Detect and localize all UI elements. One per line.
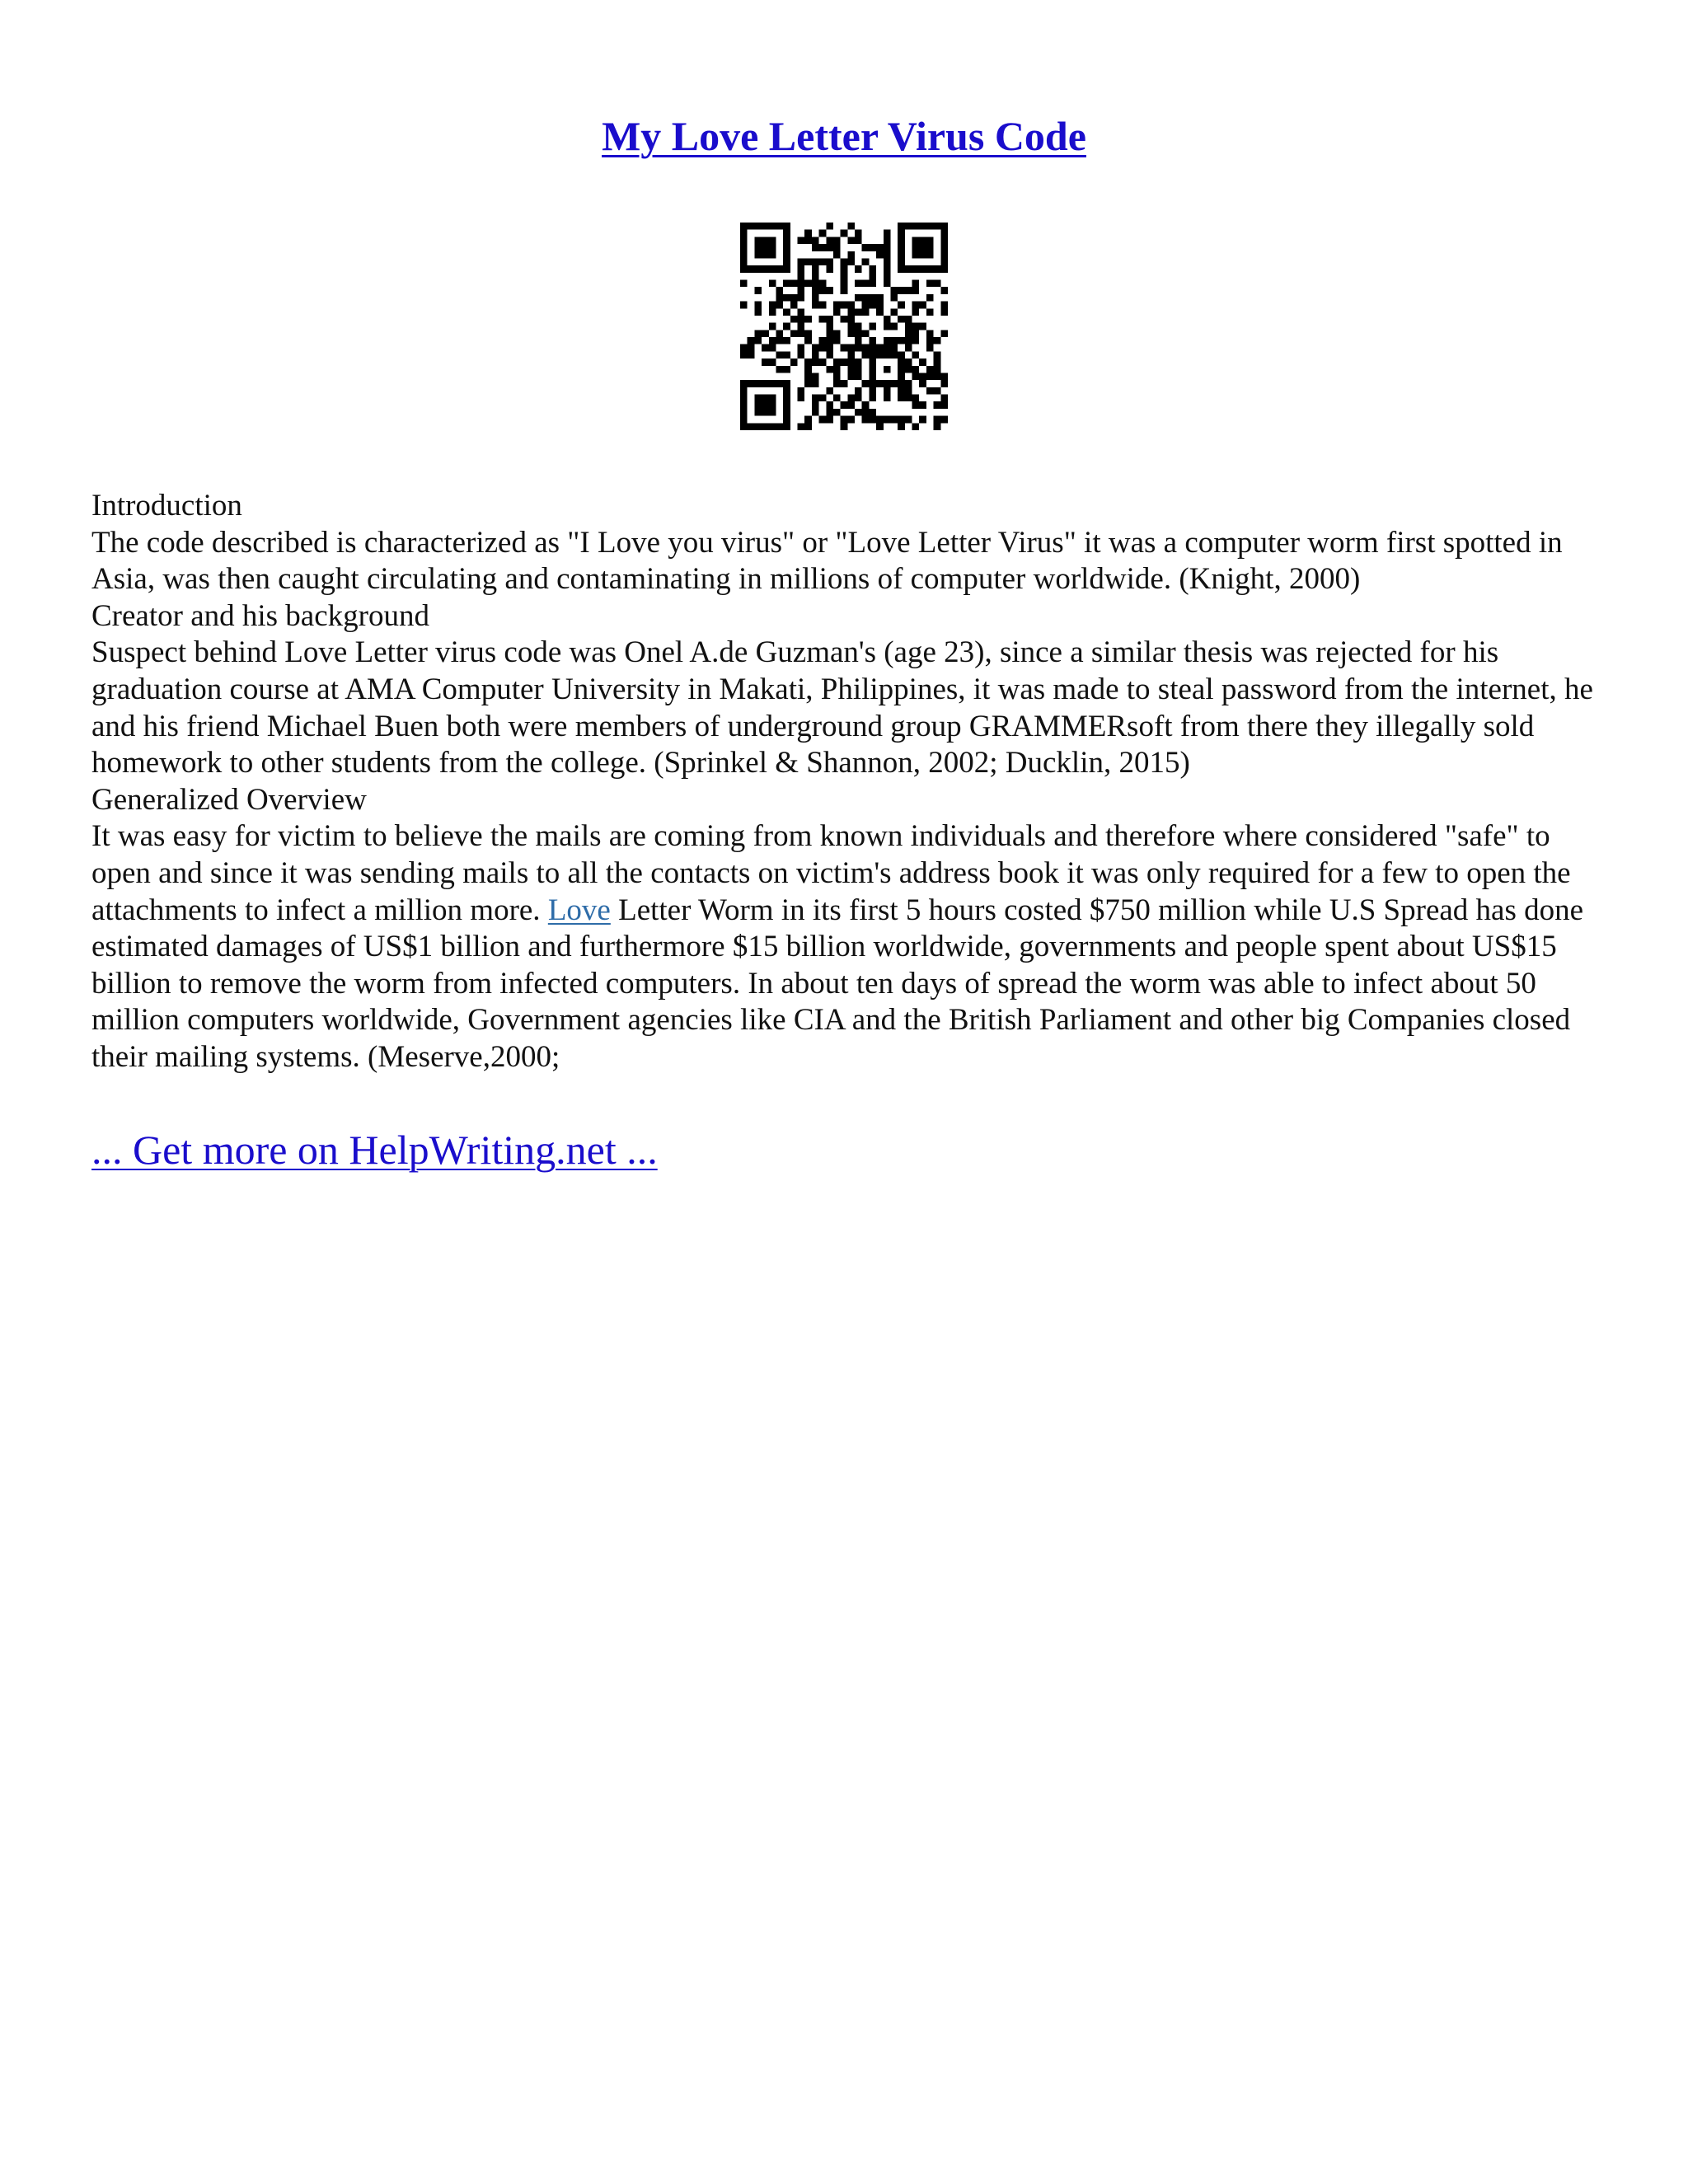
qr-code-icon [740, 223, 948, 430]
overview-heading: Generalized Overview [91, 782, 367, 817]
overview-text-before: It was easy for victim to believe the mails are coming from known individuals and therefore where considered "safe" to open and since it was sending mails to all the contacts on victim's address book it was only required for a few to open the attachments to infect a million more. [91, 819, 1571, 927]
page-title [0, 107, 1688, 165]
overview-paragraph [91, 818, 1600, 1076]
title-link[interactable]: My Love Letter Virus Code [602, 113, 1086, 159]
love-inline-link[interactable]: Love [547, 893, 611, 927]
more-link-container [91, 1122, 658, 1177]
get-more-link[interactable]: ... Get more on HelpWriting.net ... [91, 1127, 658, 1173]
intro-paragraph: The code described is characterized as "I Love you virus" or "Love Letter Virus" it was a computer worm first spotted in Asia, was then caught circulating and contaminating in millions of computer worldwide. (Knight, 2000) [91, 525, 1563, 597]
intro-heading: Introduction [91, 489, 242, 523]
creator-paragraph: Suspect behind Love Letter virus code was Onel A.de Guzman's (age 23), since a similar thesis was rejected for his graduation course at AMA Computer University in Makati, Philippines, it was made to steal password from the internet, he and his friend Michael Buen both were members of underground group GRAMMERsoft from there they illegally sold homework to other students from the college. (Sprinkel & Shannon, 2002; Ducklin, 2015) [91, 635, 1593, 780]
overview-text-after: Letter Worm in its first 5 hours costed $750 million while U.S Spread has done estimated damages of US$1 billion and furthermore $15 billion worldwide, governments and people spent about US$15 billion to remove the worm from infected computers. In about ten days of spread the worm was able to infect about 50 million computers worldwide, Government agencies like CIA and the British Parliament and other big Companies closed their mailing systems. (Meserve,2000; [91, 893, 1584, 1074]
article-body [91, 488, 1600, 1076]
creator-heading: Creator and his background [91, 598, 429, 633]
